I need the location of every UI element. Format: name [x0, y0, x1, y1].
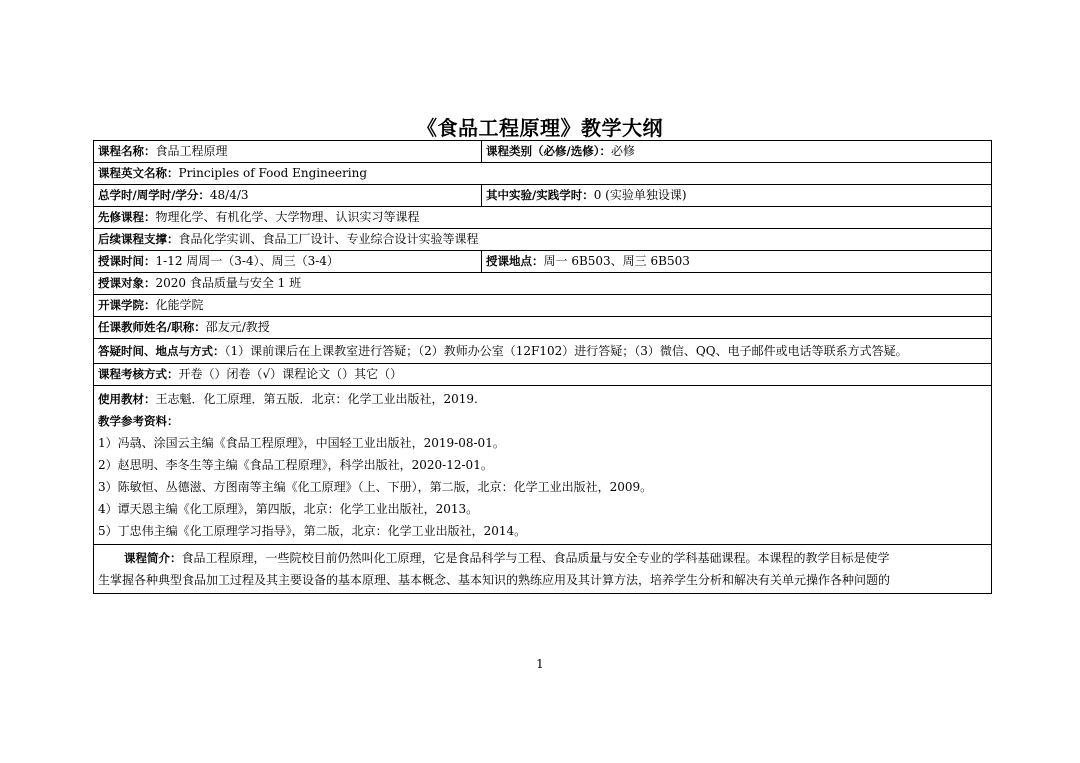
refs-heading: 教学参考资料： [98, 414, 179, 428]
list-item: 2）赵思明、李冬生等主编《食品工程原理》，科学出版社，2020-12-01。 [98, 458, 493, 472]
course-name-value: 食品工程原理 [155, 144, 228, 158]
list-item: 4）谭天恩主编《化工原理》，第四版，北京：化学工业出版社，2013。 [98, 502, 479, 516]
college-value: 化能学院 [155, 298, 204, 312]
lab-hours-value: 0 (实验单独设课) [593, 188, 687, 202]
table-row [94, 273, 992, 295]
table-row [94, 364, 992, 386]
intro-line-2: 生掌握各种典型食品加工过程及其主要设备的基本原理、基本概念、基本知识的熟练应用及其计算方法，培养学生分析和解决有关单元操作各种问题的 [98, 573, 891, 587]
textbook-line: 使用教材：王志魁．化工原理．第五版．北京：化学工业出版社，2019. [98, 392, 478, 406]
table-row [94, 207, 992, 229]
qa-cell: 答疑时间、地点与方式：（1）课前课后在上课教室进行答疑；（2）教师办公室（12F102）进行答疑；（3）微信、QQ、电子邮件或电话等联系方式答疑。 [94, 339, 992, 364]
list-item: 1）冯骉、涂国云主编《食品工程原理》，中国轻工业出版社，2019-08-01。 [98, 436, 505, 450]
table-row [94, 545, 992, 594]
hours-value: 48/4/3 [209, 188, 249, 202]
intro-cell [94, 545, 992, 594]
qa-value: （1）课前课后在上课教室进行答疑；（2）教师办公室（12F102）进行答疑；（3）微信、QQ、电子邮件或电话等联系方式答疑。 [224, 344, 908, 358]
table-row [94, 141, 992, 163]
teacher-cell: 任课教师姓名/职称：邵友元/教授 [94, 317, 992, 339]
assessment-cell: 课程考核方式：开卷（）闭卷（√）课程论文（）其它（） [94, 364, 992, 386]
assessment-value: 开卷（）闭卷（√）课程论文（）其它（） [178, 367, 403, 381]
followup-value: 食品化学实训、食品工厂设计、专业综合设计实验等课程 [178, 232, 479, 246]
location-cell: 授课地点：周一 6B503、周三 6B503 [482, 251, 992, 273]
prereq-value: 物理化学、有机化学、大学物理、认识实习等课程 [155, 210, 420, 224]
location-value: 周一 6B503、周三 6B503 [543, 254, 690, 268]
teacher-value: 邵友元/教授 [205, 320, 270, 334]
list-item: 3）陈敏恒、丛德滋、方图南等主编《化工原理》（上、下册），第二版，北京：化学工业出版社，2009。 [98, 480, 653, 494]
audience-cell: 授课对象：2020 食品质量与安全 1 班 [94, 273, 992, 295]
table-row [94, 163, 992, 185]
intro-line-1: 课程简介：食品工程原理，一些院校目前仍然叫化工原理，它是食品科学与工程、食品质量与安全专业的学科基础课程。本课程的教学目标是使学 [124, 551, 890, 565]
page-number: 1 [536, 657, 544, 671]
table-row [94, 386, 992, 545]
table-row [94, 295, 992, 317]
materials-cell [94, 386, 992, 545]
course-type-value: 必修 [610, 144, 635, 158]
lab-hours-cell: 其中实验/实践学时：0 (实验单独设课) [482, 185, 992, 207]
english-name-cell: 课程英文名称：Principles of Food Engineering [94, 163, 992, 185]
table-row [94, 251, 992, 273]
course-name-cell: 课程名称：食品工程原理 [94, 141, 482, 163]
table-row [94, 229, 992, 251]
page-title: 《食品工程原理》教学大纲 [417, 116, 663, 140]
followup-cell: 后续课程支撑：食品化学实训、食品工厂设计、专业综合设计实验等课程 [94, 229, 992, 251]
time-cell: 授课时间：1-12 周周一（3-4）、周三（3-4） [94, 251, 482, 273]
course-type-cell: 课程类别（必修/选修）：必修 [482, 141, 992, 163]
syllabus-table [93, 140, 992, 594]
table-row [94, 339, 992, 364]
list-item: 5）丁忠伟主编《化工原理学习指导》，第二版，北京：化学工业出版社，2014。 [98, 524, 527, 538]
english-name-value: Principles of Food Engineering [178, 166, 368, 180]
time-value: 1-12 周周一（3-4）、周三（3-4） [155, 254, 339, 268]
table-row [94, 317, 992, 339]
table-row [94, 185, 992, 207]
college-cell: 开课学院：化能学院 [94, 295, 992, 317]
audience-value: 2020 食品质量与安全 1 班 [155, 276, 302, 290]
hours-cell: 总学时/周学时/学分：48/4/3 [94, 185, 482, 207]
prereq-cell: 先修课程：物理化学、有机化学、大学物理、认识实习等课程 [94, 207, 992, 229]
textbook-value: 王志魁．化工原理．第五版．北京：化学工业出版社，2019. [155, 392, 478, 406]
